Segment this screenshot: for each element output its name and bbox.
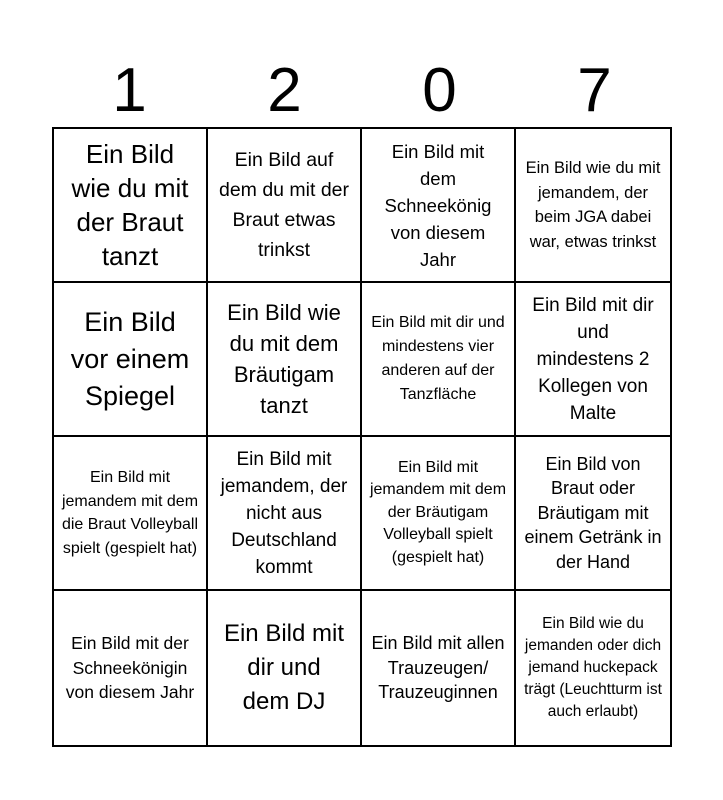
bingo-cell <box>362 129 516 283</box>
cell-text: Ein Bild mit jemandem mit dem die Braut Volleyball spielt (gespielt hat) <box>61 469 199 557</box>
bingo-cell <box>54 129 208 283</box>
bingo-cell <box>208 437 362 591</box>
bingo-cell <box>516 437 670 591</box>
header-digit: 0 <box>422 56 457 125</box>
cell-text: Ein Bild vor einem Spiegel <box>70 306 190 411</box>
cell-text: Ein Bild mit allen Trauzeugen/ Trauzeuginnen <box>371 633 505 703</box>
bingo-cell <box>54 283 208 437</box>
header-digit: 1 <box>112 56 147 125</box>
cell-text: Ein Bild mit dem Schneekönig von diesem Jahr <box>384 140 492 270</box>
header-digit: 7 <box>577 56 612 125</box>
bingo-cell <box>54 591 208 745</box>
bingo-cell <box>516 129 670 283</box>
cell-text: Ein Bild mit dir und dem DJ <box>223 620 345 715</box>
bingo-cell <box>362 591 516 745</box>
bingo-cell <box>516 283 670 437</box>
bingo-cell <box>516 591 670 745</box>
cell-text: Ein Bild auf dem du mit der Braut etwas trinkst <box>218 149 350 261</box>
header-digit: 2 <box>267 56 302 125</box>
cell-text: Ein Bild mit jemandem mit dem der Bräutigam Volleyball spielt (gespielt hat) <box>369 458 507 566</box>
bingo-cell <box>362 437 516 591</box>
bingo-cell <box>54 437 208 591</box>
bingo-cell <box>362 283 516 437</box>
cell-text: Ein Bild mit dir und mindestens 2 Kollegen von Malte <box>532 294 654 424</box>
cell-text: Ein Bild mit jemandem, der nicht aus Deutschland kommt <box>220 448 348 578</box>
cell-text: Ein Bild wie du jemanden oder dich jemand huckepack trägt (Leuchtturm ist auch erlaubt) <box>524 615 662 720</box>
cell-text: Ein Bild von Braut oder Bräutigam mit einem Getränk in der Hand <box>524 453 662 572</box>
cell-text: Ein Bild mit dir und mindestens vier anderen auf der Tanzfläche <box>371 314 505 403</box>
cell-text: Ein Bild wie du mit dem Bräutigam tanzt <box>227 300 341 418</box>
cell-text: Ein Bild wie du mit jemandem, der beim JGA dabei war, etwas trinkst <box>525 159 661 251</box>
bingo-cell <box>208 129 362 283</box>
bingo-header <box>52 55 672 127</box>
cell-text: Ein Bild wie du mit der Braut tanzt <box>71 139 189 271</box>
bingo-cell <box>208 283 362 437</box>
bingo-board <box>52 127 672 747</box>
cell-text: Ein Bild mit der Schneekönigin von diesem Jahr <box>65 633 195 703</box>
bingo-cell <box>208 591 362 745</box>
